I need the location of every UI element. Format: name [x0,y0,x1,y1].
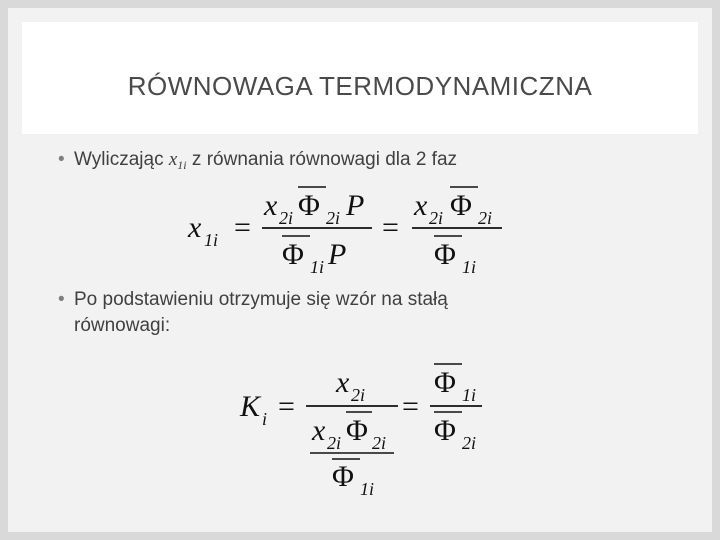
svg-text:1i: 1i [462,257,477,277]
svg-text:Φ: Φ [298,189,320,222]
svg-text:1i: 1i [360,479,375,499]
svg-text:2i: 2i [351,385,366,405]
svg-text:x: x [188,211,202,244]
svg-text:1i: 1i [310,257,325,277]
bullet-1-var-sub: 1i [177,158,187,172]
svg-text:K: K [240,390,261,423]
svg-text:Φ: Φ [282,238,304,271]
svg-text:x: x [264,189,278,222]
title-box [22,22,698,134]
bullet-1-prefix: Wyliczając [74,149,164,170]
svg-text:x: x [312,414,326,447]
eq1-frac1-denominator [282,238,346,277]
svg-text:2i: 2i [326,208,341,228]
svg-text:Φ: Φ [450,189,472,222]
svg-text:x: x [336,366,350,399]
bullet-2-line-1: Po podstawieniu otrzymuje się wzór na stałą [74,289,448,310]
eq1-frac1-numerator [263,189,364,228]
eq1-lhs [187,211,218,250]
bullet-1-var: x [168,149,178,170]
bullet-1 [58,147,458,178]
bullet-2 [58,287,448,339]
svg-text:Φ: Φ [434,238,456,271]
eq2-rhs-numerator [434,366,476,405]
eq2-equals-2: = [402,390,419,423]
eq2-rhs-denominator [434,414,476,453]
svg-text:2i: 2i [478,208,493,228]
equation-1 [180,180,520,280]
eq1-frac2-denominator [434,238,476,277]
equation-2 [232,360,502,500]
eq2-inner-numerator [311,414,386,453]
svg-text:P: P [328,238,347,271]
svg-text:i: i [262,409,268,429]
svg-text:Φ: Φ [332,460,354,493]
slide-title: RÓWNOWAGA TERMODYNAMICZNA [127,71,593,101]
svg-text:Φ: Φ [434,366,456,399]
bullet-1-suffix: z równania równowagi dla 2 faz [191,149,458,170]
svg-text:2i: 2i [462,433,477,453]
eq2-frac-numerator [335,366,365,405]
svg-text:2i: 2i [372,433,387,453]
bullet-marker: • [58,289,65,310]
svg-text:Φ: Φ [434,414,456,447]
eq2-inner-denominator [332,460,374,499]
eq2-lhs [239,390,267,429]
svg-text:2i: 2i [327,433,342,453]
bullet-marker: • [58,149,65,170]
eq1-equals-2: = [382,211,399,244]
svg-text:x: x [414,189,428,222]
svg-text:1i: 1i [204,230,219,250]
svg-text:2i: 2i [429,208,444,228]
eq2-equals-1: = [278,390,295,423]
bullet-2-line-2: równowagi: [74,315,171,336]
svg-text:2i: 2i [279,208,294,228]
eq1-equals-1: = [234,211,251,244]
svg-text:Φ: Φ [346,414,368,447]
svg-text:P: P [346,189,365,222]
svg-text:1i: 1i [462,385,477,405]
eq1-frac2-numerator [413,189,492,228]
